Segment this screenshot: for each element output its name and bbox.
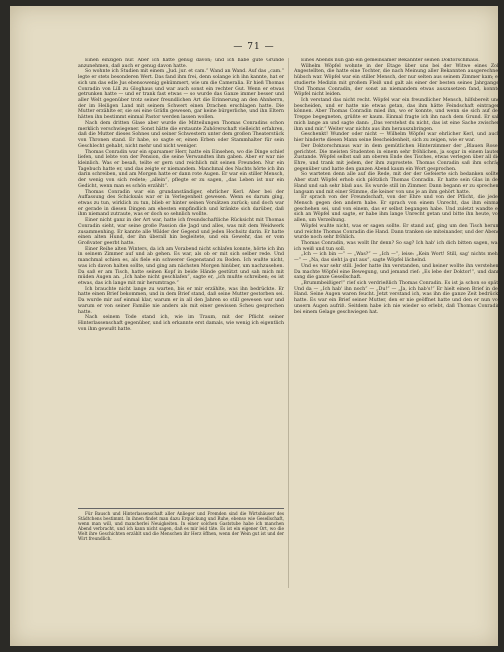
right-column — [294, 58, 500, 588]
paragraph: Geschenkt! Wunder oder nicht — Wilhelm Wöpfel war ehrlicher Kerl, und auch hier hinderte diesen Mann seine Bescheidenheit, sich zu zeigen, wie er war. — [294, 132, 500, 144]
paragraph: Ich brauchte nicht lange zu warten, bis er mir erzählte, was ihn bedrückte. Er hatte einen Brief bekommen, und in dem Brief stand, daß seine Mutter gestorben sei. Da wurde mir auf einmal klar, warum er in all den Jahren so still gewesen war und warum er von seiner Familie nie anders als mit einer gewissen Scheu gesprochen hatte. — [78, 286, 284, 315]
paragraph: So warteten denn alle auf die Rede, mit der der Gefeierte sich bedanken sollte. Aber statt Wöpfel erhob sich plötzlich Thomas Conradin. Er hatte sein Glas in der Hand und sah sehr blaß aus. Es wurde still im Zimmer. Dann begann er zu sprechen, langsam und mit einer Stimme, die keiner von uns je an ihm gehört hatte. — [294, 172, 500, 195]
left-column — [78, 58, 284, 506]
paragraph: Er sprach von der Freundschaft, von der Ehre und von der Pflicht, die jeder Mensch gegen den andern habe. Er sprach von einem Unrecht, das ihm einmal geschehen sei, und von einem, das er selbst begangen habe. Und zuletzt wandte er sich an Wöpfel und sagte, er habe ihm lange Unrecht getan und bitte ihn heute, vor allen, um Verzeihung. — [294, 195, 500, 224]
paragraph: Einer nicht ganz in der Art war, hatte ich freundschaftliche Rücksicht mit Thomas Conradin sieht, war seine große Passion die Jagd und alles, was mit dem Weidwerk zusammenhing. Er kannte alle Wälder der Gegend und jeden Hochsitz darin. Er hatte einen alten Hund, der ihn überall hin begleitete, und ein Gewehr, das er vom Großvater geerbt hatte. — [78, 218, 284, 246]
paragraph: Ich verstand das nicht recht. Wöpfel war ein freundlicher Mensch, hilfsbereit und bescheiden, und er hatte nie etwas getan, das ihm hätte Feindschaft eintragen können. Aber Thomas Conradin mied ihn, wo er konnte, und wenn sie sich auf der Treppe begegneten, grüßte er kaum. Einmal fragte ich ihn nach dem Grund. Er sah mich lange an und sagte dann: „Das verstehst du nicht, das ist eine Sache zwischen ihm und mir.“ Weiter war nichts aus ihm herauszubringen. — [294, 98, 500, 132]
book-page — [10, 6, 498, 646]
paragraph: „Brummbeißiger!“ rief sich verdrießlich Thomas Conradin. Es ist ja schon so spät! Und da — „Ich hab' ihn noch“ — „Du!“ — „Ja, ich hab's!“ Er hielt einen Brief in der Hand. Seine Augen waren feucht. Jetzt verstand ich, was ihn die ganze Zeit bedrückt hatte. Es war ein Brief seiner Mutter, den er nie geöffnet hatte und den er nun vor unsern Augen aufriß. Seitdem habe ich nie wieder so erlebt, daß Thomas Conradin bei einem Gelage geschwiegen hat. — [294, 281, 500, 315]
paragraph: Thomas Conradin war ein sparsamer Herr, hatte ein Einsehen, wo die Dinge schief liefen, und lebte von der Pension, die seine Verwandten ihm gaben. Aber er war nie kleinlich. Was er besaß, teilte er gern und reichlich mit seinen Freunden. Nur ein Tagebuch hatte er, und das zeigte er niemandem. Manchmal des Nachts hörte ich ihn darin schreiben, und am Morgen hatte er dann rote Augen. Er war ein stiller Mensch, der wenig von sich redete; „allein“, pflegte er zu sagen, „das Leben ist nur ein Gedicht, wenn man es schön erzählt“. — [78, 149, 284, 189]
page-number: — 71 — — [233, 42, 275, 52]
paragraph: Wöpfel wußte nicht, was er sagen sollte. Er stand auf, ging um den Tisch herum und reichte Thomas Conradin die Hand. Dann tranken sie miteinander, und der Abend wurde noch sehr fröhlich. — [294, 223, 500, 241]
footnote-paragraph: Für Bausch und Hinterlassenschaft aller Anlieger und Fremden sind die Wirtshäuser des Städtchens bestimmt. In ihnen findet man dazu Erquickung und Ruhe, ebenso wie Gesellschaft, wenn man will, und mancherlei Neuigkeiten. In einer solchen Gaststube habe ich manchen Abend verbracht, und ich kann nicht sagen, daß es mir leid täte. Es ist ein eigener Ort, wo die Welt ihre Geschichten erzählt und die Menschen ihr Herz öffnen, wenn der Wein gut ist und der Wirt freundlich. — [78, 511, 284, 542]
footnote — [78, 511, 284, 591]
paragraph: Und es war sehr still. Jeder hatte ihn verstanden, und keiner wollte ihn verstehen. Da machte Wöpfel eine Bewegung, und jemand rief: „Es lebe der Doktor!“, und dann sang die ganze Gesellschaft. — [294, 263, 500, 281]
paragraph: Nach seinem Tode stand ich, wie im Traum, mit der Pflicht seiner Hinterlassenschaft gegenüber, und ich erkannte erst damals, wie wenig ich eigentlich von ihm gewußt hatte. — [78, 315, 284, 332]
paragraph: So wohnte ich Studien mit einem „Jud. jur. et cam.“ Wand an Wand. Auf das „cam.“ legte er stets besonderen Wert. Das fand ihm frei, denn solange ich ihn kannte, hat er sich um das edle Jus ebensowenig gekümmert, wie um die Cameralia. Er hieß Thomas Conradin von Lill zu Gloghaus und war auch sonst ein rechter Gut. Wenn er etwas getrunken hatte — und er trank fast etwas — so wurde das Ganze immer besser und aller Welt gegenüber trotz seiner freundlichen Art die Erinnerung an den Ahnherrn, der im Heiligen Land mit seinem Schwert einen Drachen erschlagen hatte. Die Mutter erzählte er, sie sei eine Gräfin gewesen, gar keine bürgerliche, und ihn Eltern hätten ihn bestimmt einmal Pastor werden lassen wollen. — [78, 69, 284, 121]
footnote-rule — [78, 508, 284, 509]
paragraph: Thomas Conradin, was wollt Ihr denn? So sag? Ich hab' ich dich bitten sagen, was ich weiß und tun soll. — [294, 241, 500, 252]
paragraph: Einen einzigen nur. Aber ich hatte genug davon; und ich habe gute Gründe anzunehmen, daß auch er genug davon hatte. — [78, 58, 284, 69]
column-gap — [288, 58, 289, 588]
paragraph: „Ich — ich bin —“ — „Was?“ — „Ich —“, leise: „Kein Wort! Still, sag' nichts mehr —“ — „Na, das sieht ja gut aus“, sagte Wöpfel lächelnd. — [294, 252, 500, 264]
paragraph: Der Doktorschmaus war in dem gemütlichen Hinterzimmer der „Blauen Rose“ gerichtet. Die meisten Studenten in einem sehr fröhlichen, ja sogar in einem lauten Zustande. Wöpfel selbst saß am oberen Ende des Tisches, etwas verlegen über all die Ehre, und trank mit jedem, der ihm zuprostete. Thomas Conradin saß ihm schräg gegenüber und hatte den ganzen Abend kaum ein Wort gesprochen. — [294, 143, 500, 172]
paragraph: Eines Abends nun gab ein gemeinsamer Bekannter seinen Doktorschmaus. — [301, 58, 480, 63]
paragraph: Thomas Conradin war ein grundanständiger, ehrlicher Kerl. Aber bei der Auffassung des Schicksals war er in Verlegenheit gewesen. Wenn es darum ging, etwas zu tun, wirklich zu tun, blieb er hinter seinen Vorsätzen zurück; und doch war er gerade in diesen Dingen am ehesten empfindlich und kränkte sich darüber, daß ihm niemand zutraute, was er doch so sehnlich wollte. — [78, 189, 284, 218]
paragraph: Einer Reihe alten Winters, da ich am Vorabend nicht schlafen konnte, hörte ich ihn in seinem Zimmer auf und ab gehen. Es war, als ob er mit sich selber rede. Und manchmal schien es, als fiele ein schwerer Gegenstand zu Boden. Ich wußte nicht, was ich davon halten sollte, und ging am nächsten Morgen hinüber, um nachzusehen. Da saß er am Tisch, hatte seinen Kopf in beide Hände gestützt und sah mich mit müden Augen an. „Ich habe nicht geschlafen“, sagte er, „ich mußte schreiben; es ist etwas, das ich lange mit mir herumtrage.“ — [78, 246, 284, 287]
paragraph: Nach dem dritten Glase aber wurde die Mitteilungen Thomas Conradins schon merklich verschwiegener. Sonst hätte die erstaunte Zuhörerschaft vielleicht erfahren, daß die Mutter dieses Sohnes und seiner Schwestern unter dem großen Theaterstück von Thronen stand. Er habe, so sagte er, einen Erben oder Stammhalter für sein Geschlecht gehabt, nicht mehr und nicht weniger. — [78, 120, 284, 149]
paragraph: Wilhelm Wöpfel wohnte in der Etage über uns bei der Witwe eines Zoll Angestellten, die hatte eine Tochter, die nach Meinung aller Bekannten ausgerechnet hübsch war. Wöpfel war ein stiller Mensch, der nur selten aus seinem Zimmer kam; er studierte Medizin mit großem Fleiß und galt als einer der besten seines Jahrgangs. Und Thomas Conradin, der sonst an niemandem etwas auszusetzen fand, konnte Wöpfel nicht leiden. — [294, 63, 500, 98]
